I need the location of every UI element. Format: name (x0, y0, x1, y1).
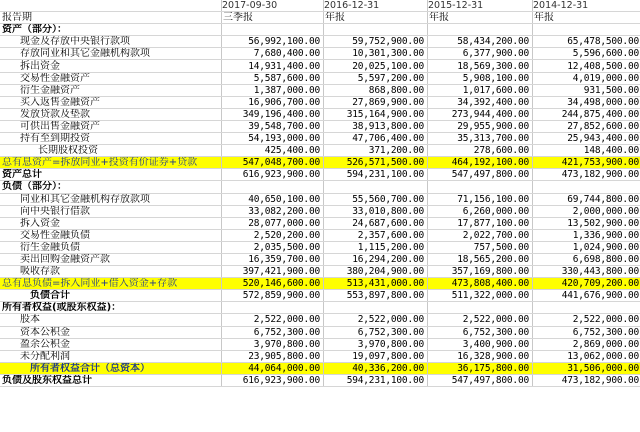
value-cell[interactable]: 4,019,000.00 (533, 72, 640, 84)
value-cell[interactable]: 27,869,900.00 (324, 96, 428, 108)
table-row (0, 229, 640, 241)
row-label-cell[interactable]: 存放同业和其它金融机构款项 (0, 48, 222, 60)
header-type-cell[interactable]: 三季报 (222, 12, 324, 24)
value-cell[interactable]: 473,182,900.00 (533, 374, 640, 386)
value-cell[interactable]: 23,905,800.00 (222, 350, 324, 362)
row-label-cell[interactable]: 吸收存款 (0, 266, 222, 278)
table-row (0, 350, 640, 362)
value-cell[interactable] (428, 181, 533, 193)
value-cell[interactable]: 2,520,200.00 (222, 229, 324, 241)
value-cell[interactable]: 2,522,000.00 (533, 314, 640, 326)
value-cell[interactable]: 5,908,100.00 (428, 72, 533, 84)
value-cell[interactable]: 1,017,600.00 (428, 84, 533, 96)
value-cell[interactable]: 34,498,000.00 (533, 96, 640, 108)
value-cell[interactable]: 12,408,500.00 (533, 60, 640, 72)
value-cell[interactable]: 757,500.00 (428, 241, 533, 253)
table-row (0, 193, 640, 205)
table-row (0, 24, 640, 36)
value-cell[interactable]: 58,434,200.00 (428, 36, 533, 48)
value-cell[interactable] (533, 302, 640, 314)
row-label-cell[interactable]: 衍生金融资产 (0, 84, 222, 96)
value-cell[interactable]: 33,082,200.00 (222, 205, 324, 217)
value-cell[interactable]: 931,500.00 (533, 84, 640, 96)
value-cell[interactable]: 56,992,100.00 (222, 36, 324, 48)
value-cell[interactable]: 20,025,100.00 (324, 60, 428, 72)
value-cell[interactable]: 40,336,200.00 (324, 362, 428, 374)
value-cell[interactable]: 464,192,100.00 (428, 157, 533, 169)
header-row-dates (0, 0, 640, 12)
value-cell[interactable] (428, 302, 533, 314)
row-label-cell[interactable]: 交易性金融资产 (0, 72, 222, 84)
table-row (0, 48, 640, 60)
value-cell[interactable]: 868,800.00 (324, 84, 428, 96)
header-row-types (0, 12, 640, 24)
header-date-cell[interactable]: 2016-12-31 (324, 0, 428, 12)
header-date-cell[interactable]: 2015-12-31 (428, 0, 533, 12)
value-cell[interactable]: 19,097,800.00 (324, 350, 428, 362)
value-cell[interactable]: 1,115,200.00 (324, 241, 428, 253)
row-label-cell[interactable]: 同业和其它金融机构存放款项 (0, 193, 222, 205)
value-cell[interactable]: 71,156,100.00 (428, 193, 533, 205)
value-cell[interactable] (428, 24, 533, 36)
value-cell[interactable]: 572,859,900.00 (222, 290, 324, 302)
table-row (0, 72, 640, 84)
value-cell[interactable] (222, 181, 324, 193)
value-cell[interactable]: 2,022,700.00 (428, 229, 533, 241)
table-row (0, 205, 640, 217)
value-cell[interactable]: 553,897,800.00 (324, 290, 428, 302)
value-cell[interactable]: 55,560,700.00 (324, 193, 428, 205)
row-label-cell[interactable]: 卖出回购金融资产款 (0, 253, 222, 265)
value-cell[interactable]: 59,752,900.00 (324, 36, 428, 48)
table-row (0, 302, 640, 314)
value-cell[interactable] (222, 24, 324, 36)
value-cell[interactable]: 425,400.00 (222, 145, 324, 157)
value-cell[interactable]: 594,231,100.00 (324, 374, 428, 386)
value-cell[interactable]: 28,077,000.00 (222, 217, 324, 229)
value-cell[interactable]: 3,400,900.00 (428, 338, 533, 350)
table-row (0, 241, 640, 253)
value-cell[interactable]: 6,377,900.00 (428, 48, 533, 60)
value-cell[interactable]: 371,200.00 (324, 145, 428, 157)
row-label-cell[interactable]: 发放贷款及垫款 (0, 108, 222, 120)
row-label-cell[interactable]: 向中央银行借款 (0, 205, 222, 217)
value-cell[interactable]: 6,752,300.00 (324, 326, 428, 338)
value-cell[interactable]: 315,164,900.00 (324, 108, 428, 120)
value-cell[interactable]: 29,955,900.00 (428, 120, 533, 132)
table-row (0, 181, 640, 193)
value-cell[interactable]: 520,146,600.00 (222, 278, 324, 290)
row-label-cell[interactable]: 负债及股东权益总计 (0, 374, 222, 386)
table-row (0, 266, 640, 278)
value-cell[interactable]: 420,709,200.00 (533, 278, 640, 290)
value-cell[interactable] (324, 181, 428, 193)
value-cell[interactable]: 2,035,500.00 (222, 241, 324, 253)
row-label-cell[interactable]: 所有者权益(或股东权益)： (0, 302, 222, 314)
value-cell[interactable]: 357,169,800.00 (428, 266, 533, 278)
value-cell[interactable] (533, 24, 640, 36)
value-cell[interactable]: 2,869,000.00 (533, 338, 640, 350)
value-cell[interactable]: 616,923,900.00 (222, 374, 324, 386)
header-type-cell[interactable]: 年报 (324, 12, 428, 24)
value-cell[interactable]: 14,931,400.00 (222, 60, 324, 72)
value-cell[interactable]: 36,175,800.00 (428, 362, 533, 374)
value-cell[interactable]: 594,231,100.00 (324, 169, 428, 181)
row-label-cell[interactable]: 负债合计 (0, 290, 222, 302)
value-cell[interactable]: 27,852,600.00 (533, 120, 640, 132)
row-label-cell[interactable]: 现金及存放中央银行款项 (0, 36, 222, 48)
value-cell[interactable]: 5,587,600.00 (222, 72, 324, 84)
value-cell[interactable]: 547,497,800.00 (428, 374, 533, 386)
value-cell[interactable]: 547,497,800.00 (428, 169, 533, 181)
value-cell[interactable]: 2,522,000.00 (222, 314, 324, 326)
value-cell[interactable]: 421,753,900.00 (533, 157, 640, 169)
row-label-cell[interactable]: 长期股权投资 (0, 145, 222, 157)
value-cell[interactable]: 511,322,000.00 (428, 290, 533, 302)
value-cell[interactable]: 16,906,700.00 (222, 96, 324, 108)
value-cell[interactable]: 244,875,400.00 (533, 108, 640, 120)
value-cell[interactable]: 6,260,000.00 (428, 205, 533, 217)
value-cell[interactable]: 441,676,900.00 (533, 290, 640, 302)
table-row (0, 133, 640, 145)
value-cell[interactable]: 5,597,200.00 (324, 72, 428, 84)
value-cell[interactable]: 13,502,900.00 (533, 217, 640, 229)
value-cell[interactable]: 349,196,400.00 (222, 108, 324, 120)
value-cell[interactable] (324, 302, 428, 314)
value-cell[interactable]: 6,752,300.00 (222, 326, 324, 338)
value-cell[interactable]: 39,548,700.00 (222, 120, 324, 132)
value-cell[interactable]: 6,698,800.00 (533, 253, 640, 265)
value-cell[interactable]: 2,522,000.00 (428, 314, 533, 326)
row-label-cell[interactable]: 资产（部分）： (0, 24, 222, 36)
row-label-cell[interactable]: 持有至到期投资 (0, 133, 222, 145)
value-cell[interactable]: 473,182,900.00 (533, 169, 640, 181)
value-cell[interactable]: 25,943,400.00 (533, 133, 640, 145)
value-cell[interactable]: 1,387,000.00 (222, 84, 324, 96)
table-row (0, 60, 640, 72)
table-row (0, 157, 640, 169)
table-row (0, 108, 640, 120)
value-cell[interactable]: 16,294,200.00 (324, 253, 428, 265)
value-cell[interactable]: 1,336,900.00 (533, 229, 640, 241)
value-cell[interactable]: 17,877,100.00 (428, 217, 533, 229)
value-cell[interactable]: 54,193,000.00 (222, 133, 324, 145)
row-label-cell[interactable]: 交易性金融负债 (0, 229, 222, 241)
row-label-cell[interactable]: 拆入资金 (0, 217, 222, 229)
row-label-cell[interactable]: 负债（部分）： (0, 181, 222, 193)
header-label-cell[interactable]: 报告期 (0, 12, 222, 24)
value-cell[interactable]: 65,478,500.00 (533, 36, 640, 48)
value-cell[interactable]: 3,970,800.00 (324, 338, 428, 350)
value-cell[interactable]: 526,571,500.00 (324, 157, 428, 169)
row-label-cell[interactable]: 未分配利润 (0, 350, 222, 362)
value-cell[interactable]: 16,328,900.00 (428, 350, 533, 362)
table-row (0, 326, 640, 338)
row-label-cell[interactable]: 拆出资金 (0, 60, 222, 72)
header-cell[interactable] (0, 0, 222, 12)
value-cell[interactable]: 278,600.00 (428, 145, 533, 157)
value-cell[interactable]: 2,357,600.00 (324, 229, 428, 241)
value-cell[interactable]: 35,313,700.00 (428, 133, 533, 145)
row-label-cell[interactable]: 总有息资产=拆放同业+投资有价证券+贷款 (0, 157, 222, 169)
value-cell[interactable]: 397,421,900.00 (222, 266, 324, 278)
value-cell[interactable] (533, 181, 640, 193)
value-cell[interactable]: 473,808,400.00 (428, 278, 533, 290)
value-cell[interactable]: 24,687,600.00 (324, 217, 428, 229)
value-cell[interactable]: 547,048,700.00 (222, 157, 324, 169)
row-label-cell[interactable]: 盈余公积金 (0, 338, 222, 350)
value-cell[interactable]: 13,062,000.00 (533, 350, 640, 362)
table-row (0, 217, 640, 229)
value-cell[interactable]: 10,301,300.00 (324, 48, 428, 60)
value-cell[interactable]: 18,569,300.00 (428, 60, 533, 72)
row-label-cell[interactable]: 资产总计 (0, 169, 222, 181)
table-row (0, 145, 640, 157)
value-cell[interactable]: 6,752,300.00 (428, 326, 533, 338)
table-row (0, 36, 640, 48)
header-date-cell[interactable]: 2014-12-31 (533, 0, 640, 12)
row-label-cell[interactable]: 买入返售金融资产 (0, 96, 222, 108)
row-label-cell[interactable]: 可供出售金融资产 (0, 120, 222, 132)
value-cell[interactable]: 47,706,400.00 (324, 133, 428, 145)
value-cell[interactable]: 7,680,400.00 (222, 48, 324, 60)
value-cell[interactable]: 148,400.00 (533, 145, 640, 157)
value-cell[interactable]: 18,565,200.00 (428, 253, 533, 265)
value-cell[interactable]: 44,064,000.00 (222, 362, 324, 374)
table-row (0, 362, 640, 374)
value-cell[interactable] (222, 302, 324, 314)
value-cell[interactable]: 2,522,000.00 (324, 314, 428, 326)
value-cell[interactable]: 273,944,400.00 (428, 108, 533, 120)
row-label-cell[interactable]: 总有息负债=拆入同业+借入资金+存款 (0, 278, 222, 290)
table-row (0, 253, 640, 265)
value-cell[interactable]: 513,431,000.00 (324, 278, 428, 290)
row-label-cell[interactable]: 衍生金融负债 (0, 241, 222, 253)
table-row (0, 120, 640, 132)
table-row (0, 278, 640, 290)
table-row (0, 169, 640, 181)
value-cell[interactable]: 40,650,100.00 (222, 193, 324, 205)
value-cell[interactable]: 6,752,300.00 (533, 326, 640, 338)
value-cell[interactable]: 380,204,900.00 (324, 266, 428, 278)
table-row (0, 290, 640, 302)
value-cell[interactable]: 3,970,800.00 (222, 338, 324, 350)
row-label-cell[interactable]: 所有者权益合计（总资本） (0, 362, 222, 374)
value-cell[interactable]: 38,913,800.00 (324, 120, 428, 132)
value-cell[interactable]: 616,923,900.00 (222, 169, 324, 181)
value-cell[interactable]: 330,443,800.00 (533, 266, 640, 278)
value-cell[interactable]: 33,010,800.00 (324, 205, 428, 217)
value-cell[interactable]: 31,506,000.00 (533, 362, 640, 374)
value-cell[interactable]: 34,392,400.00 (428, 96, 533, 108)
table-row (0, 338, 640, 350)
header-type-cell[interactable]: 年报 (428, 12, 533, 24)
header-type-cell[interactable]: 年报 (533, 12, 640, 24)
value-cell[interactable]: 5,596,600.00 (533, 48, 640, 60)
table-row (0, 314, 640, 326)
header-date-cell[interactable]: 2017-09-30 (222, 0, 324, 12)
row-label-cell[interactable]: 资本公积金 (0, 326, 222, 338)
value-cell[interactable]: 2,000,000.00 (533, 205, 640, 217)
value-cell[interactable]: 69,744,800.00 (533, 193, 640, 205)
value-cell[interactable]: 1,024,900.00 (533, 241, 640, 253)
table-row (0, 374, 640, 386)
row-label-cell[interactable]: 股本 (0, 314, 222, 326)
table-row (0, 96, 640, 108)
table-row (0, 84, 640, 96)
value-cell[interactable] (324, 24, 428, 36)
value-cell[interactable]: 16,359,700.00 (222, 253, 324, 265)
